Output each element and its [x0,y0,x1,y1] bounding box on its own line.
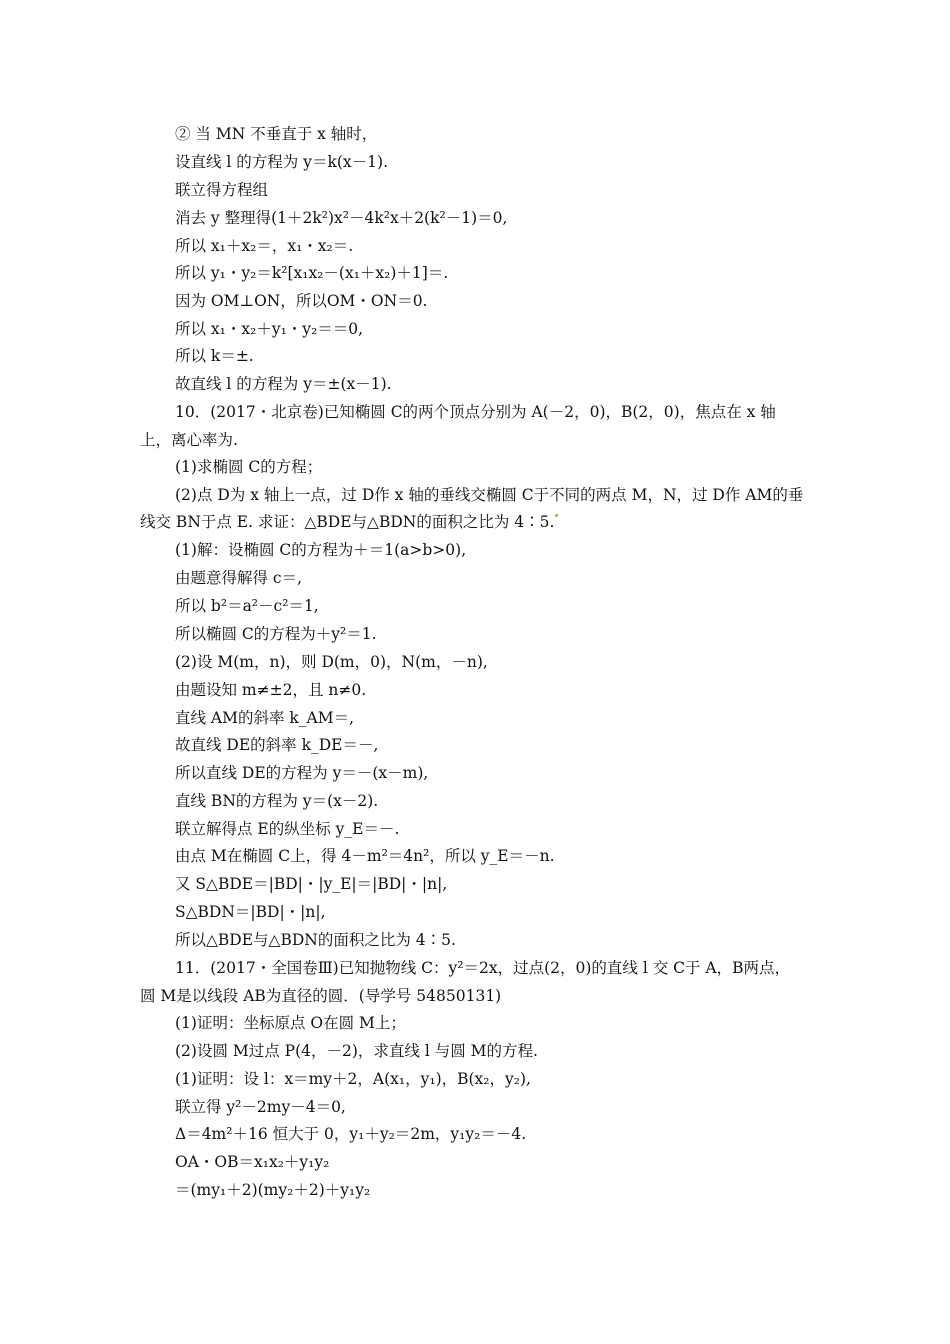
text-line: 设直线 l 的方程为 y＝k(x－1). [175,153,389,171]
text-line: 所以△BDE与△BDN的面积之比为 4∶5. [175,931,456,949]
text-line: (1)求椭圆 C的方程； [175,458,323,476]
text-line: (2)设 M(m，n)，则 D(m，0)，N(m，－n), [175,653,488,671]
text-line: ② 当 MN 不垂直于 x 轴时， [175,125,378,143]
text-line: (2)设圆 M过点 P(4，－2)，求直线 l 与圆 M的方程. [175,1042,538,1060]
text-line: 所以 b²＝a²－c²＝1, [175,597,319,615]
text-line: Δ＝4m²＋16 恒大于 0，y₁＋y₂＝2m，y₁y₂＝－4. [175,1125,527,1143]
text-line: 联立得 y²－2my－4＝0, [175,1098,346,1116]
text-line: 联立解得点 E的纵坐标 y_E＝－. [175,820,400,838]
problem-11-heading: 11．(2017・全国卷Ⅲ)已知抛物线 C：y²＝2x，过点(2，0)的直线 l 交 C于 A，B两点， [175,959,790,977]
text-line: 所以椭圆 C的方程为＋y²＝1. [175,625,377,643]
text-line: 联立得方程组 [175,181,269,199]
text-line: 故直线 l 的方程为 y＝±(x－1). [175,375,392,393]
text-line: 由题设知 m≠±2，且 n≠0. [175,681,367,699]
text-line: 所以 x₁・x₂＋y₁・y₂＝＝0, [175,320,364,338]
text-line: 故直线 DE的斜率 k_DE＝－, [175,736,379,754]
text-line: 由题意得解得 c＝, [175,569,303,587]
text-line: (1)证明：坐标原点 O在圆 M上； [175,1014,406,1032]
text-line: S△BDN＝|BD|・|n|, [175,903,326,921]
text-line: 圆 M是以线段 AB为直径的圆．(导学号 54850131) [140,987,502,1005]
text-line: 所以 k＝±. [175,347,254,365]
decorative-dot [555,514,558,517]
problem-10-heading: 10．(2017・北京卷)已知椭圆 C的两个顶点分别为 A(－2，0)，B(2，0)，焦点在 x 轴 [175,403,776,421]
text-line: 又 S△BDE＝|BD|・|y_E|＝|BD|・|n|, [175,875,448,893]
text-line: 直线 AM的斜率 k_AM＝, [175,709,355,727]
text-line: 所以 y₁・y₂＝k²[x₁x₂－(x₁＋x₂)＋1]＝. [175,264,449,282]
text-line: 线交 BN于点 E. 求证：△BDE与△BDN的面积之比为 4∶5. [140,513,555,531]
text-line: 所以直线 DE的方程为 y＝－(x－m), [175,764,429,782]
text-line: 上，离心率为. [140,431,238,449]
text-line: 直线 BN的方程为 y＝(x－2). [175,792,379,810]
text-line: 由点 M在椭圆 C上，得 4－m²＝4n²，所以 y_E＝－n. [175,847,555,865]
text-line: (1)解：设椭圆 C的方程为＋＝1(a>b>0), [175,541,467,559]
text-line: 因为 OM⊥ON，所以OM・ON＝0. [175,292,428,310]
text-line: (2)点 D为 x 轴上一点，过 D作 x 轴的垂线交椭圆 C于不同的两点 M，N，过 D作 AM的垂 [175,486,804,504]
text-line: OA・OB＝x₁x₂＋y₁y₂ [175,1153,330,1171]
text-line: 消去 y 整理得(1＋2k²)x²－4k²x＋2(k²－1)＝0, [175,209,508,227]
text-line: (1)证明：设 l：x＝my＋2，A(x₁，y₁)，B(x₂，y₂), [175,1070,531,1088]
text-line: 所以 x₁＋x₂＝，x₁・x₂＝. [175,237,354,255]
text-line: ＝(my₁＋2)(my₂＋2)＋y₁y₂ [175,1181,371,1199]
